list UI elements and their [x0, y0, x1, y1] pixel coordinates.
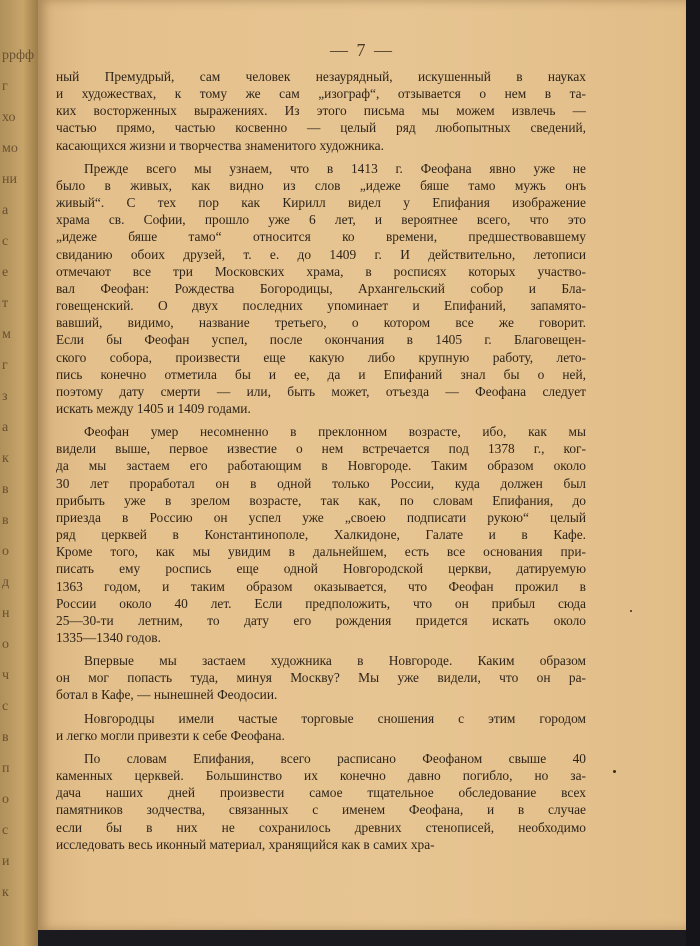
text-line: вал Феофан: Рождества Богородицы, Архангельский собор и Бла- — [56, 280, 586, 296]
adjacent-page-fragment: е — [2, 265, 9, 280]
paragraph — [56, 710, 586, 744]
adjacent-page-fragment: ч — [2, 668, 10, 683]
text-line: 1335—1340 годов. — [56, 630, 161, 645]
text-line: ких восторженных выражениях. Из этого письма мы можем извлечь — — [56, 103, 586, 119]
text-line: дача наших дней произвести самое тщательное обследование всех — [56, 785, 586, 801]
text-line: касающихся жизни и творчества знаменитого художника. — [56, 137, 384, 153]
text-line: и художествах, к тому же сам „изограф“, отзывается о нем в та- — [56, 86, 586, 102]
adjacent-page-fragment: в — [2, 513, 9, 528]
adjacent-page-fragment: м — [2, 327, 11, 342]
adjacent-page-fragment: с — [2, 823, 9, 838]
text-line: прибыть уже в зрелом возрасте, так как, по словам Епифания, до — [56, 492, 586, 508]
adjacent-page-fragment: з — [2, 389, 8, 404]
adjacent-page-fragment: г — [2, 79, 8, 94]
text-line: ный Премудрый, сам человек незаурядный, искушенный в науках — [56, 69, 586, 84]
adjacent-page-fragment: о — [2, 544, 9, 559]
text-line: памятников зодчества, связанных с именем Феофана, и в случае — [56, 802, 586, 818]
text-line: частью прямо, частью косвенно — целый ряд любопытных сведений, — [56, 120, 586, 136]
text-line: ского собора, произвести еще какую либо крупную работу, лето- — [56, 349, 586, 365]
text-line: пись конечно отметила бы и ее, да и Епифаний знал бы о ней, — [56, 366, 586, 382]
text-line: исследовать весь иконный материал, хранящийся как в самих хра- — [56, 836, 435, 852]
adjacent-page-fragment: д — [2, 575, 10, 590]
paragraph — [56, 160, 586, 417]
body-text — [56, 68, 586, 859]
adjacent-page-fragment: мо — [2, 141, 18, 156]
text-line: Прежде всего мы узнаем, что в 1413 г. Феофана явно уже не — [84, 160, 586, 176]
paragraph — [56, 68, 586, 154]
text-line: вавший, видимо, название третьего, о котором все же говорит. — [56, 315, 586, 331]
adjacent-page-fragment: с — [2, 234, 9, 249]
text-line: было в живых, как видно из слов „идеже бяше тамо мужъ онъ — [56, 177, 586, 193]
adjacent-page-fragment: ни — [2, 172, 17, 187]
text-line: Феофан умер несомненно в преклонном возрасте, ибо, как мы — [84, 424, 586, 440]
adjacent-page-fragment: п — [2, 761, 10, 776]
text-line: да мы застаем его работающим в Новгороде. Таким образом около — [56, 458, 586, 474]
text-line: живый“. С тех пор как Кирилл видел у Епифания изображение — [56, 195, 586, 211]
adjacent-page-fragment: в — [2, 730, 9, 745]
text-line: „идеже бяше тамо“ относится ко времени, предшествовавшему — [56, 229, 586, 245]
text-line: 25—30-ти летним, то дату его рождения придется искать около — [56, 612, 586, 628]
paragraph — [56, 750, 586, 853]
adjacent-page-fragment: ррфф — [2, 48, 35, 63]
paper-speck — [630, 610, 632, 612]
adjacent-page-fragment: о — [2, 792, 9, 807]
adjacent-page-fragment: н — [2, 606, 10, 621]
paragraph — [56, 652, 586, 703]
text-line: приезда в Россию он успел уже „своею подписати рукою“ целый — [56, 509, 586, 525]
text-line: он мог попасть туда, минуя Москву? Мы уже видели, что он ра- — [56, 670, 586, 686]
text-line: 30 лет проработал он в одной только России, куда должен был — [56, 475, 586, 491]
adjacent-page-fragment: и — [2, 854, 10, 869]
text-line: ряд церквей в Константинополе, Халкидоне, Галате и в Кафе. — [56, 527, 586, 543]
adjacent-page-fragment: в — [2, 482, 9, 497]
text-line: России около 40 лет. Если предположить, что он прибыл сюда — [56, 595, 586, 611]
text-line: каменных церквей. Большинство их конечно давно погибло, но за- — [56, 768, 586, 784]
text-line: видели выше, первое известие о нем встречается под 1378 г., ког- — [56, 441, 586, 457]
adjacent-page-fragment: а — [2, 203, 9, 218]
text-line: ботал в Кафе, — нынешней Феодосии. — [56, 687, 278, 703]
text-line: Новгородцы имели частые торговые сношения с этим городом — [84, 710, 586, 726]
adjacent-page-fragment: к — [2, 451, 9, 466]
text-line: если бы в них не сохранилось древних стенописей, необходимо — [56, 819, 586, 835]
text-line: отмечают все три Московских храма, в росписях которых участво- — [56, 263, 586, 279]
text-line: храма св. Софии, прошло уже 6 лет, и вероятнее всего, что это — [56, 212, 586, 228]
page-number: — 7 — — [330, 40, 394, 60]
adjacent-page-fragment: о — [2, 637, 9, 652]
text-line: 1363 годом, и таким образом оказывается, что Феофан прожил в — [56, 578, 586, 594]
text-line: искать между 1405 и 1409 годами. — [56, 400, 251, 416]
text-line: говещенский. О двух последних упоминает и Епифаний, запамято- — [56, 298, 586, 314]
adjacent-page-fragment: к — [2, 885, 9, 900]
adjacent-page-fragment: с — [2, 699, 9, 714]
adjacent-page-fragment: т — [2, 296, 9, 311]
paper-speck — [613, 770, 616, 773]
book-page — [38, 0, 686, 930]
text-line: Кроме того, как мы увидим в дальнейшем, есть все основания при- — [56, 544, 586, 560]
paragraph — [56, 423, 586, 646]
adjacent-page-fragment: хо — [2, 110, 16, 125]
text-line: Впервые мы застаем художника в Новгороде. Каким образом — [84, 653, 586, 669]
text-line: По словам Епифания, всего расписано Феофаном свыше 40 — [84, 750, 586, 766]
text-line: писать ему роспись еще одной Новгородской церкви, датируемую — [56, 561, 586, 577]
text-line: Если бы Феофан успел, после окончания в 1405 г. Благовещен- — [56, 332, 586, 348]
text-line: поэтому дату смерти — или, быть может, отъезда — Феофана следует — [56, 383, 586, 399]
text-line: свиданию обоих друзей, т. е. до 1409 г. И действительно, летописи — [56, 246, 586, 262]
adjacent-page-strip — [0, 0, 38, 946]
adjacent-page-fragment: а — [2, 420, 9, 435]
text-line: и легко могли привезти к себе Феофана. — [56, 727, 285, 743]
background-edge — [686, 0, 700, 946]
adjacent-page-fragment: г — [2, 358, 8, 373]
